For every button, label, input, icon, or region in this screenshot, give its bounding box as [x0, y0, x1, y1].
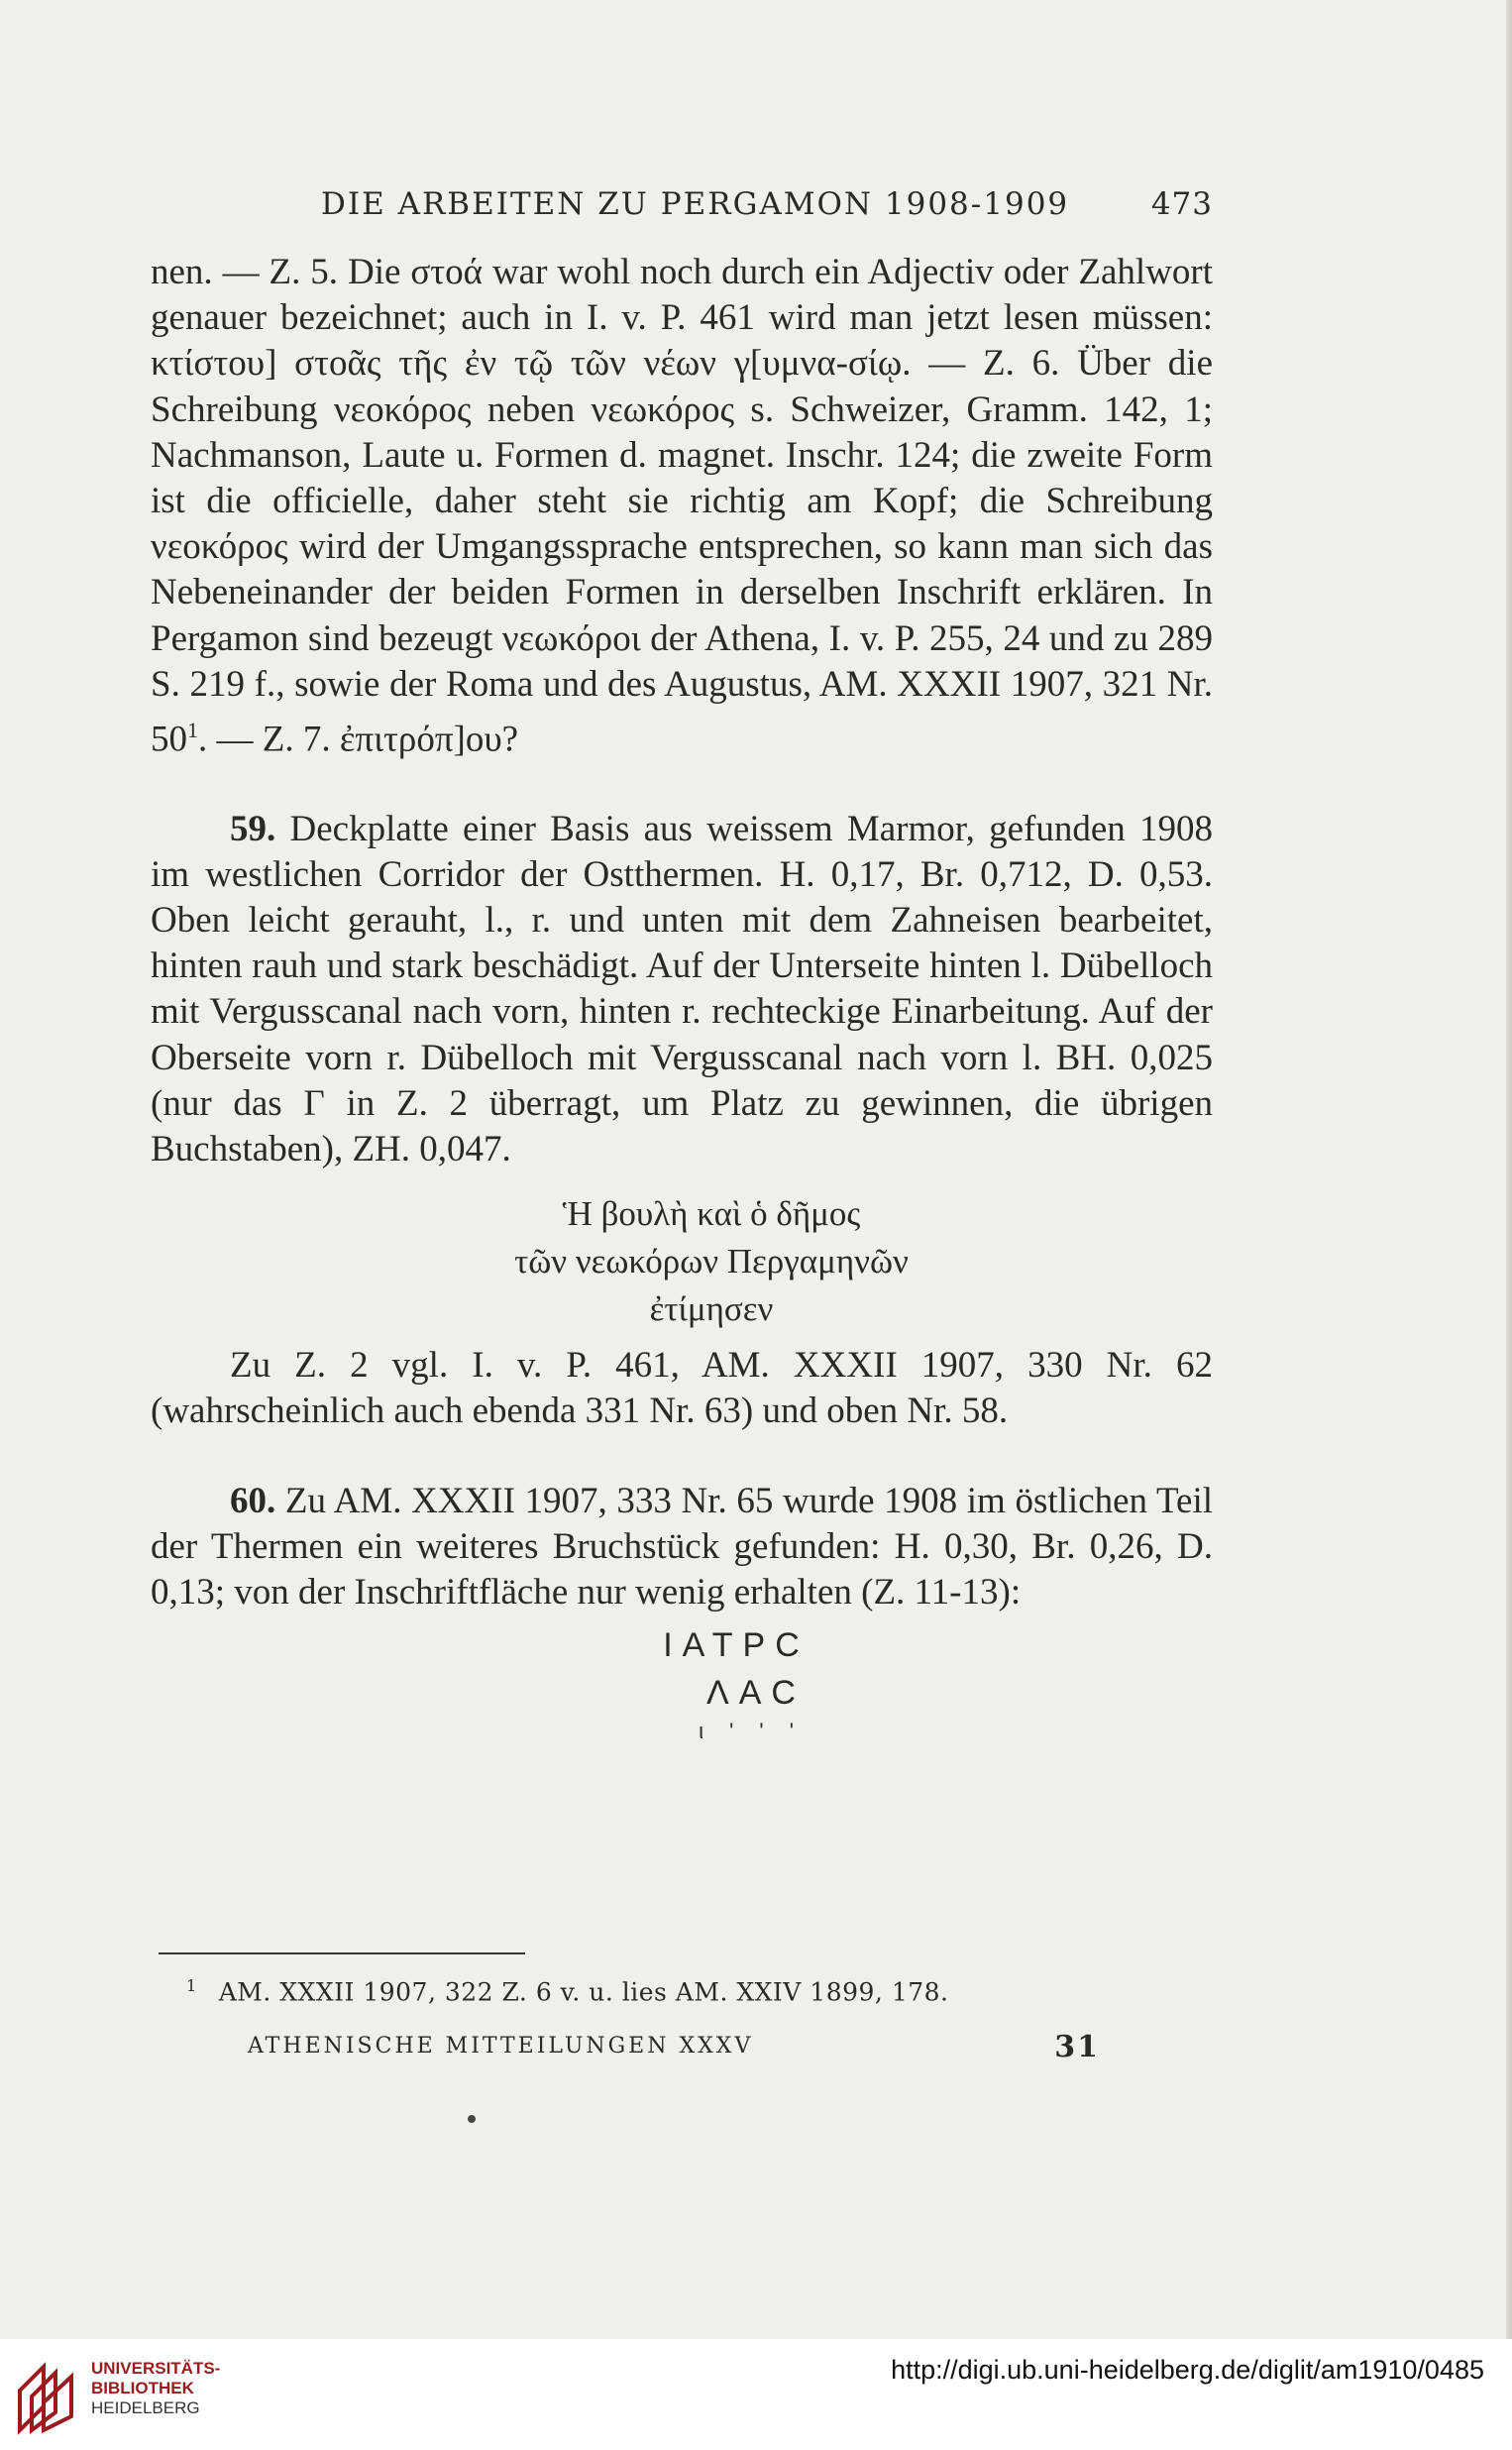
paragraph-text: nen. — Z. 5. Die στοά war wohl noch durch ein Adjectiv oder Zahlwort genauer bezeichnet; auch in I. v. P. 461 wird man jetzt lesen müssen: κτίστου] στοᾶς τῆς ἐν τῷ τῶν νέων γ[υμνα-σίῳ. — Z. 6. Über die Schreibung νεοκόρος neben νεωκόρος s. Schweizer, Gramm. 142, 1; Nachmanson, Laute u. Formen d. magnet. Inschr. 124; die zweite Form ist die officielle, daher steht sie richtig am Kopf; die Schreibung νεοκόρος wird der Umgangssprache entsprechen, so kann man sich das Nebeneinander der beiden Formen in derselben Inschrift erklären. In Pergamon sind bezeugt νεωκόροι der Athena, I. v. P. 255, 24 und zu 289 S. 219 f., sowie der Roma und des Augustus, AM. XXXII 1907, 321 Nr. 50	[151, 252, 1213, 760]
running-head-title: DIE ARBEITEN ZU PERGAMON 1908-1909	[321, 186, 1070, 222]
inscription-text	[151, 1190, 1213, 1333]
footnote-rule	[159, 1952, 525, 1954]
source-url-link[interactable]: http://digi.ub.uni-heidelberg.de/diglit/am1910/0485	[891, 2355, 1484, 2385]
paragraph-continuation	[151, 250, 1213, 763]
inscription-line: τῶν νεωκόρων Περγαμηνῶν	[514, 1242, 909, 1281]
library-name-line: UNIVERSITÄTS-	[91, 2359, 221, 2378]
body-text	[151, 250, 1213, 1746]
footnote-reference: 1	[187, 718, 198, 743]
entry-number: 60.	[230, 1480, 276, 1521]
paragraph-text: Zu Z. 2 vgl. I. v. P. 461, AM. XXXII 1907, 330 Nr. 62 (wahrscheinlich auch ebenda 331 Nr. 63) und oben Nr. 58.	[151, 1345, 1213, 1432]
entry-number: 59.	[230, 808, 276, 849]
journal-title: ATHENISCHE MITTEILUNGEN XXXV	[248, 2034, 754, 2059]
footnote-marker: 1	[186, 1976, 197, 1995]
fragment-line: ΛAC	[706, 1674, 806, 1713]
page-edge-shadow	[1506, 0, 1512, 2339]
paragraph-text: Deckplatte einer Basis aus weissem Marmor, gefunden 1908 im westlichen Corridor der Ostthermen. H. 0,17, Br. 0,712, D. 0,53. Oben leicht gerauht, l., r. und unten mit dem Zahneisen bearbeitet, hinten rauh und stark beschädigt. Auf der Unterseite hinten l. Dübelloch mit Vergusscanal nach vorn, hinten r. rechteckige Einarbeitung. Auf der Oberseite vorn r. Dübelloch mit Vergusscanal nach vorn l. BH. 0,025 (nur das Γ in Z. 2 überragt, um Platz zu gewinnen, die übrigen Buchstaben), ZH. 0,047.	[151, 808, 1214, 1169]
inscription-line: Ἡ βουλὴ καὶ ὁ δῆμος	[562, 1194, 861, 1234]
sheet-footer	[248, 2030, 1100, 2064]
paragraph-60	[151, 1479, 1213, 1616]
paragraph-59	[151, 807, 1213, 1173]
fragment-line: ΙΑΤΡC	[663, 1626, 810, 1665]
paragraph-text-end: . — Z. 7. ἐπιτρόπ]ου?	[198, 719, 519, 760]
library-name[interactable]	[91, 2359, 220, 2418]
fragment-letters	[151, 1621, 1213, 1746]
page-number: 473	[1150, 186, 1213, 222]
fragment-line: ι ' ' '	[699, 1719, 804, 1744]
library-name-line: HEIDELBERG	[91, 2398, 200, 2417]
footnote	[186, 1976, 1199, 2007]
inscription-line: ἐτίμησεν	[649, 1289, 774, 1329]
ub-heidelberg-logo-icon[interactable]	[14, 2351, 79, 2436]
paragraph-commentary	[151, 1343, 1213, 1434]
sheet-signature: 31	[1054, 2030, 1100, 2064]
paragraph-text: Zu AM. XXXII 1907, 333 Nr. 65 wurde 1908 im östlichen Teil der Thermen ein weiteres Bruchstück gefunden: H. 0,30, Br. 0,26, D. 0,13; von der Inschriftfläche nur wenig erhalten (Z. 11-13):	[151, 1480, 1214, 1613]
footnote-text: AM. XXXII 1907, 322 Z. 6 v. u. lies AM. XXIV 1899, 178.	[218, 1977, 949, 2007]
ink-speck	[468, 2115, 476, 2123]
library-name-line: BIBLIOTHEK	[91, 2379, 194, 2397]
